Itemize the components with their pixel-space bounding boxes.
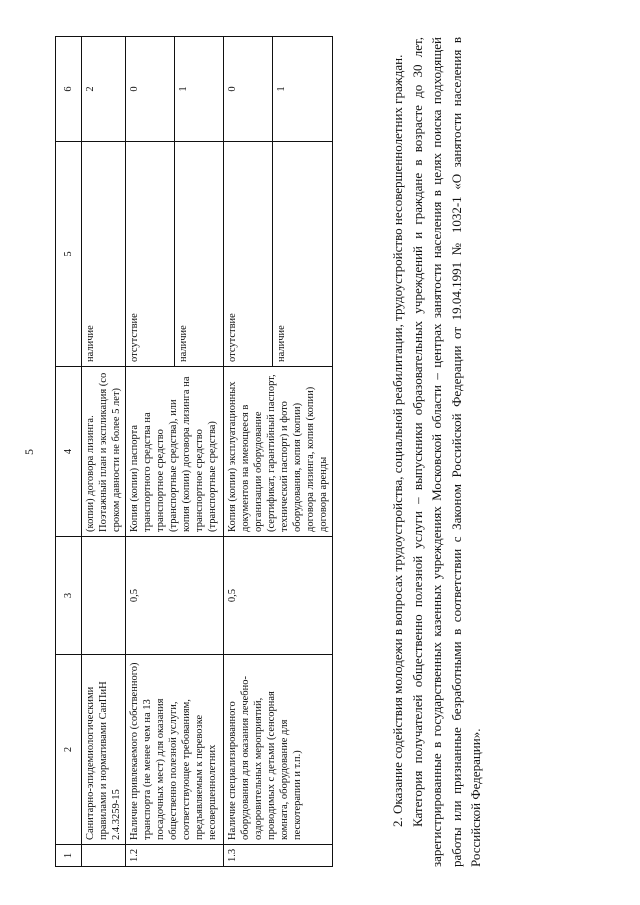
condition-text: отсутствие: [227, 313, 238, 362]
score-value: 1: [272, 37, 321, 141]
condition-cell: [224, 142, 333, 367]
row-number: 1.3: [224, 845, 333, 867]
weight-value: [82, 537, 126, 655]
criterion-text: Наличие привлекаемого (собственного) транспорта (не менее чем на 13 посадочных мест) для оказания общественно полезной услуги, соответствующее требованиям, предъявляемым к перевозке несовершеннолетних: [126, 655, 224, 845]
score-value: 0: [227, 86, 238, 92]
row-number: [82, 845, 126, 867]
header-cell: 1: [56, 845, 82, 867]
weight-value: 0,5: [224, 537, 333, 655]
header-cell: 2: [56, 655, 82, 845]
body-text: [388, 37, 486, 867]
documents-text: Копия (копии) паспорта транспортного средства на транспортное средство (транспортные средства), или копия (копии) договора лизинга на транспортное средство (транспортные средства): [126, 367, 224, 537]
score-cell: [224, 37, 333, 142]
header-cell: 4: [56, 367, 82, 537]
score-value: 1: [174, 37, 223, 141]
score-value: 2: [82, 37, 126, 142]
condition-cell: [126, 142, 224, 367]
condition-text: наличие: [82, 142, 126, 367]
score-value: 0: [129, 86, 140, 92]
criterion-text: Санитарно-эпидемиологическими правилами и нормативами СанПиН 2.4.3259-15: [82, 655, 126, 845]
table-header-row: [56, 37, 82, 867]
table-row: [82, 37, 126, 867]
section-paragraph: Категория получателей общественно полезной услуги – выпускники образовательных учреждений и граждане в возрасте до 30 лет, зарегистрированные в государственных казенных учреждениях Московской области – центрах занятости населения в целях поиска подходящей работы или признанные безработными в соответствии с Законом Российской Федерации от 19.04.1991 № 1032-1 «О занятости населения в Российской Федерации».: [409, 37, 483, 867]
weight-value: 0,5: [126, 537, 224, 655]
table-row: [224, 37, 333, 867]
condition-text: отсутствие: [129, 313, 140, 362]
score-cell: [126, 37, 224, 142]
table-row: [126, 37, 224, 867]
row-number: 1.2: [126, 845, 224, 867]
condition-text: наличие: [174, 142, 223, 366]
header-cell: 5: [56, 142, 82, 367]
condition-text: наличие: [272, 142, 321, 366]
documents-text: Копия (копии) эксплуатационных документов на имеющееся в организации оборудование (сертификат, гарантийный паспорт, технический паспорт) и фото оборудования, копия (копии) договора лизинга, копия (копии) договора аренды: [224, 367, 333, 537]
header-cell: 6: [56, 37, 82, 142]
page-number: 5: [22, 449, 36, 455]
criterion-text: Наличие специализированного оборудования для оказания лечебно-оздоровительных мероприятий, проводимых с детьми (сенсорная комната, оборудование для пескотерапии и т.п.): [224, 655, 333, 845]
criteria-table: [55, 36, 333, 867]
documents-text: (копии) договора лизинга. Поэтажный план и экспликация (со сроком давности не более 5 лет): [82, 367, 126, 537]
header-cell: 3: [56, 537, 82, 655]
section-heading: 2. Оказание содействия молодежи в вопросах трудоустройства, социальной реабилитации, трудоустройство несовершеннолетних граждан.: [390, 54, 405, 827]
